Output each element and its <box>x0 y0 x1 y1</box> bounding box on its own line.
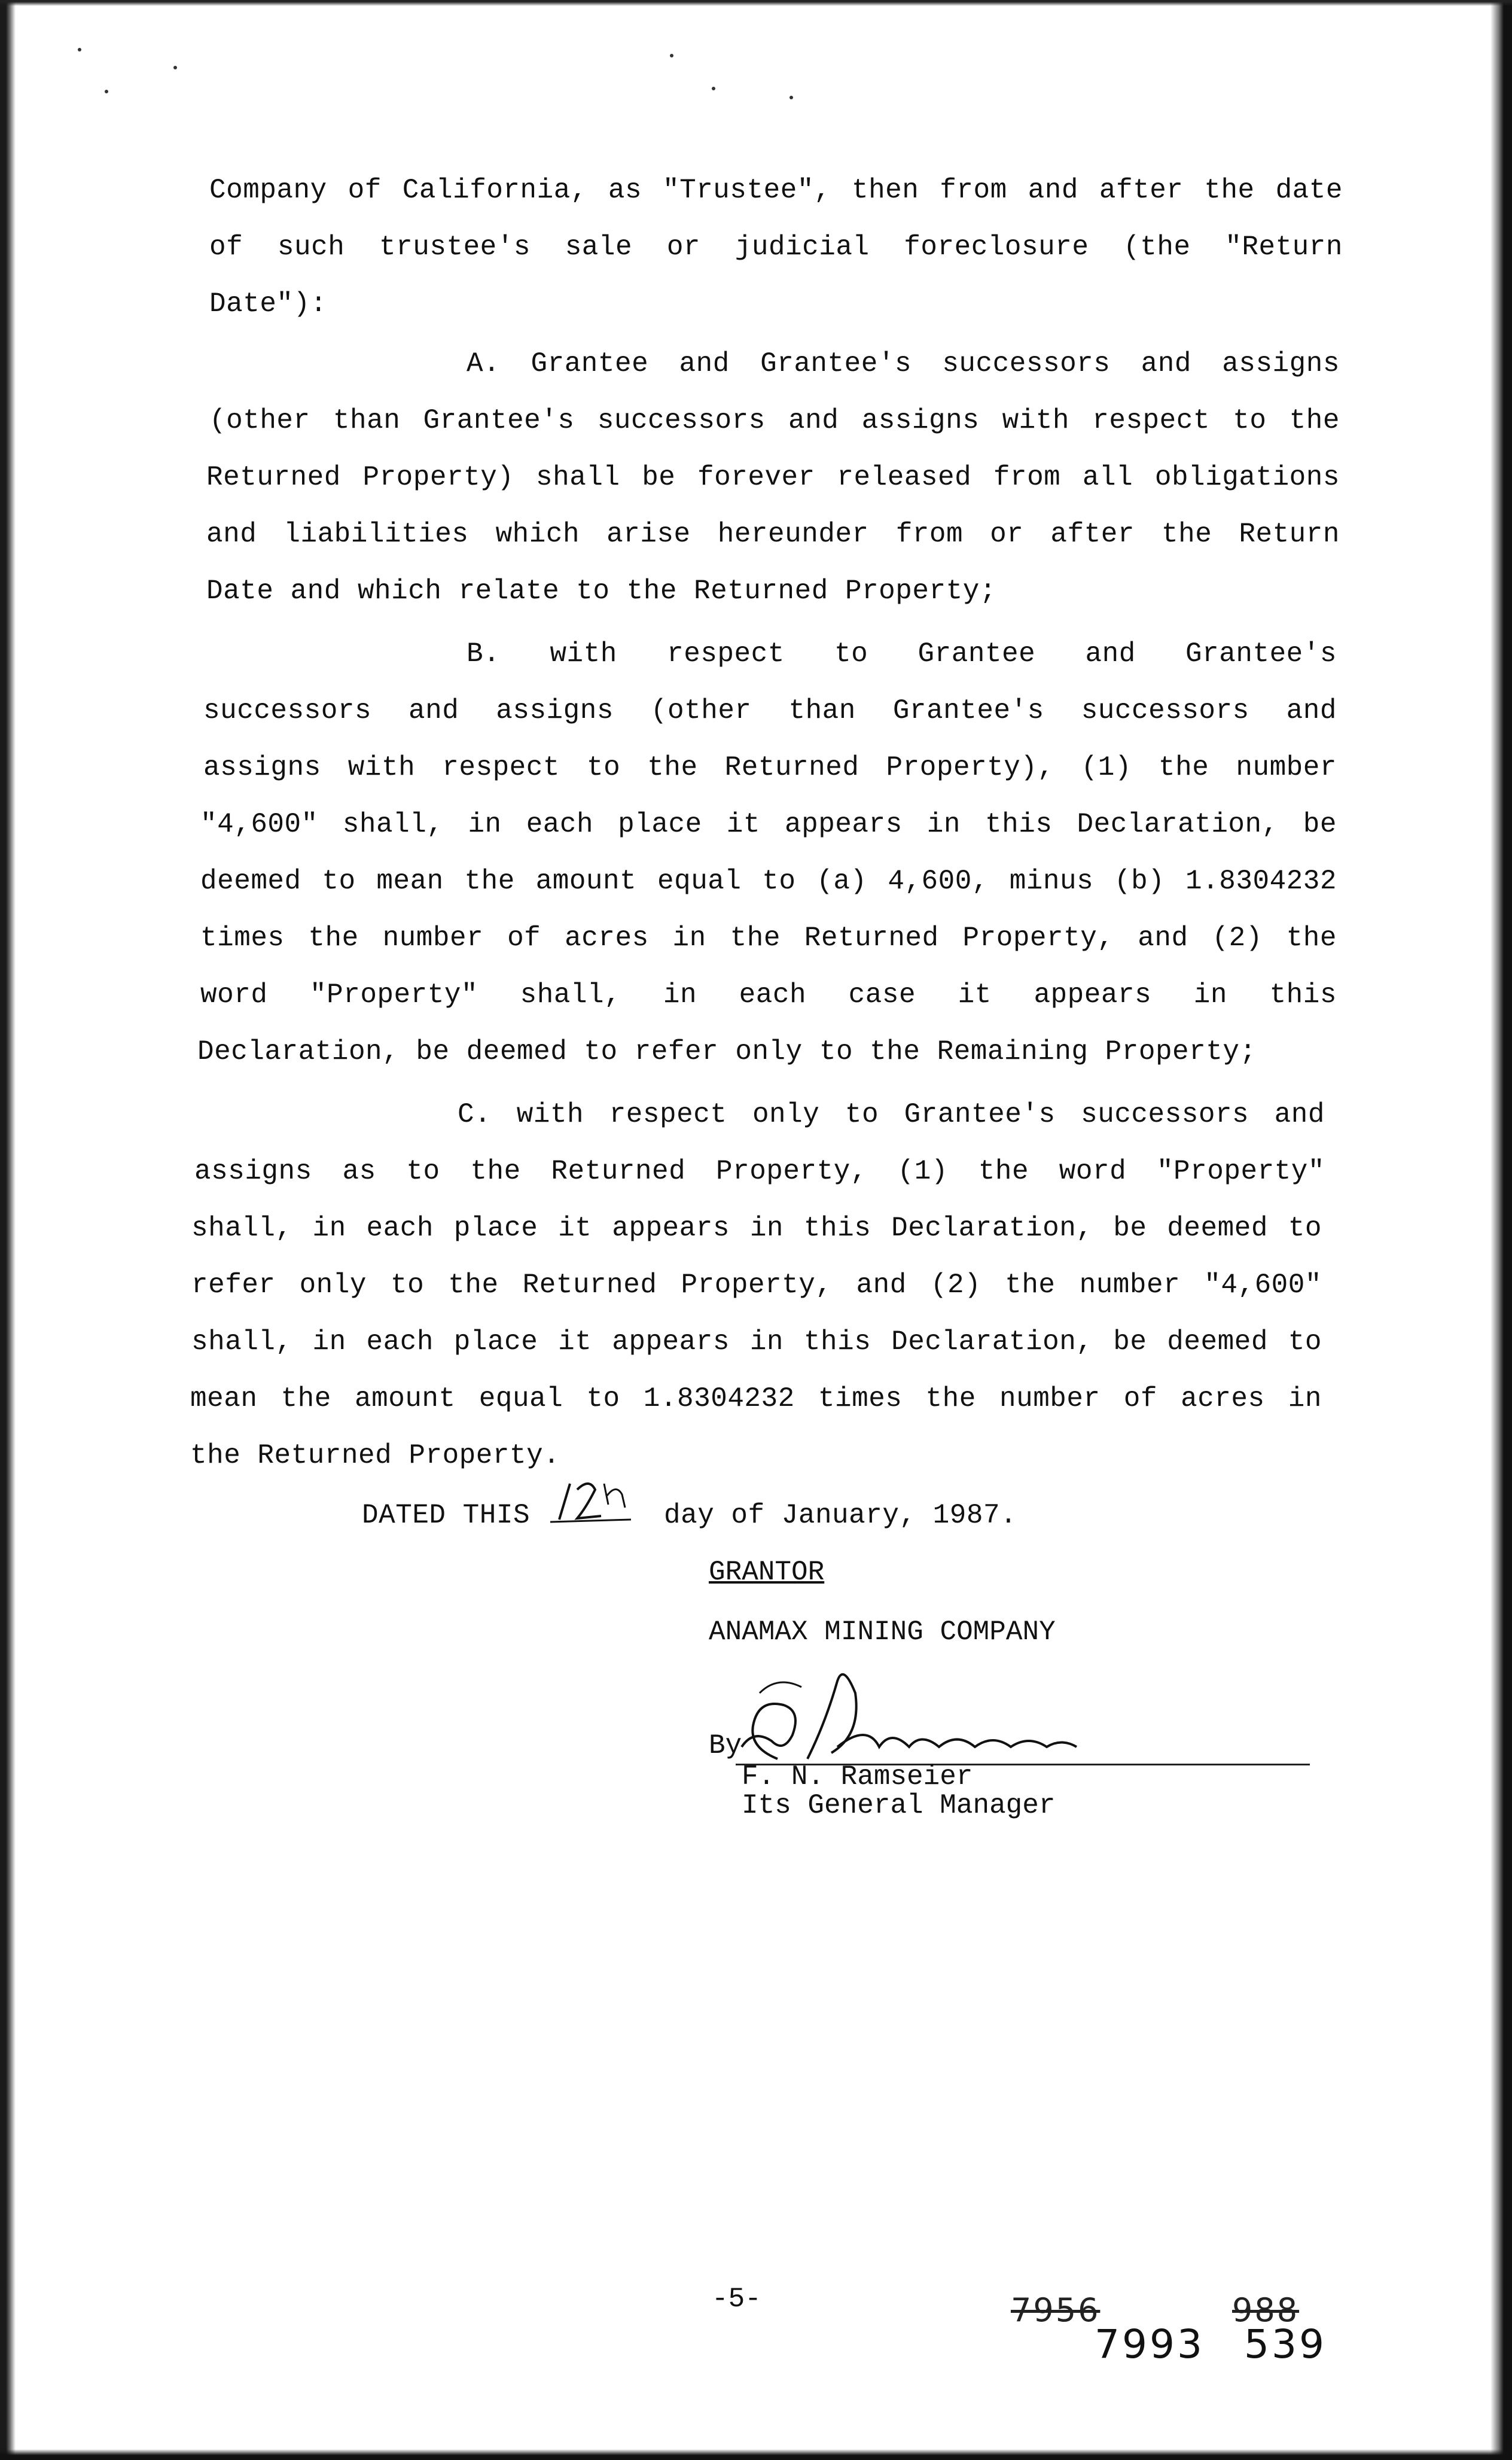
page-number: -5- <box>712 2284 761 2315</box>
body-line: and liabilities which arise hereunder from or after the Return <box>206 519 1340 550</box>
paragraph-a-first-line: A. Grantee and Grantee's successors and assigns <box>467 348 1340 379</box>
body-line: of such trustee's sale or judicial foreclosure (the "Return <box>209 232 1343 263</box>
by-label: By <box>709 1730 742 1761</box>
body-line: "4,600" shall, in each place it appears in this Declaration, be <box>200 809 1337 840</box>
handwritten-day-number <box>541 1472 673 1526</box>
body-line: shall, in each place it appears in this Declaration, be deemed to <box>191 1213 1322 1244</box>
signer-name: F. N. Ramseier <box>742 1761 973 1792</box>
recording-stamp-old-book: 7956 <box>1011 2291 1101 2329</box>
body-line: shall, in each place it appears in this Declaration, be deemed to <box>191 1326 1322 1357</box>
body-line: times the number of acres in the Returned Property, and (2) the <box>200 922 1337 954</box>
body-line: refer only to the Returned Property, and (2) the number "4,600" <box>191 1269 1322 1301</box>
scan-edge-right <box>1490 0 1512 2460</box>
company-name: ANAMAX MINING COMPANY <box>709 1616 1056 1648</box>
body-line: Company of California, as "Trustee", then from and after the date <box>209 175 1343 206</box>
recording-stamp-old-page: 988 <box>1232 2291 1300 2329</box>
paragraph-c-first-line: C. with respect only to Grantee's successors and <box>458 1099 1325 1130</box>
dated-prefix: DATED THIS <box>362 1500 531 1531</box>
body-line: Returned Property) shall be forever released from all obligations <box>206 462 1340 493</box>
scan-speck <box>105 90 108 93</box>
body-line: assigns as to the Returned Property, (1) the word "Property" <box>194 1156 1325 1187</box>
body-line: word "Property" shall, in each case it appears in this <box>200 979 1337 1010</box>
body-line: the Returned Property. <box>190 1440 560 1471</box>
scan-speck <box>78 48 81 51</box>
body-line: Date"): <box>209 288 327 319</box>
paragraph-b-first-line: B. with respect to Grantee and Grantee's <box>467 638 1337 669</box>
body-line: Date and which relate to the Returned Property; <box>206 576 996 607</box>
scan-speck <box>670 54 673 57</box>
body-line: (other than Grantee's successors and assigns with respect to the <box>209 405 1340 436</box>
scan-edge-bottom <box>0 2449 1512 2460</box>
grantor-heading: GRANTOR <box>709 1557 825 1588</box>
signer-title: Its General Manager <box>742 1790 1056 1821</box>
body-line: successors and assigns (other than Grantee's successors and <box>203 695 1337 726</box>
scan-speck <box>789 96 793 99</box>
scan-speck <box>712 87 715 90</box>
recording-stamp-new-page: 539 <box>1244 2321 1327 2367</box>
handwritten-signature <box>736 1657 1166 1777</box>
body-line: deemed to mean the amount equal to (a) 4,600, minus (b) 1.8304232 <box>200 866 1337 897</box>
recording-stamp-new-book: 7993 <box>1095 2321 1205 2367</box>
scan-speck <box>173 66 177 69</box>
body-line: mean the amount equal to 1.8304232 times the number of acres in <box>190 1383 1322 1414</box>
body-line: Declaration, be deemed to refer only to the Remaining Property; <box>197 1036 1257 1067</box>
scan-edge-top <box>0 0 1512 6</box>
scan-edge-left <box>0 0 16 2460</box>
dated-suffix: day of January, 1987. <box>664 1500 1017 1531</box>
body-line: assigns with respect to the Returned Property), (1) the number <box>203 752 1337 783</box>
